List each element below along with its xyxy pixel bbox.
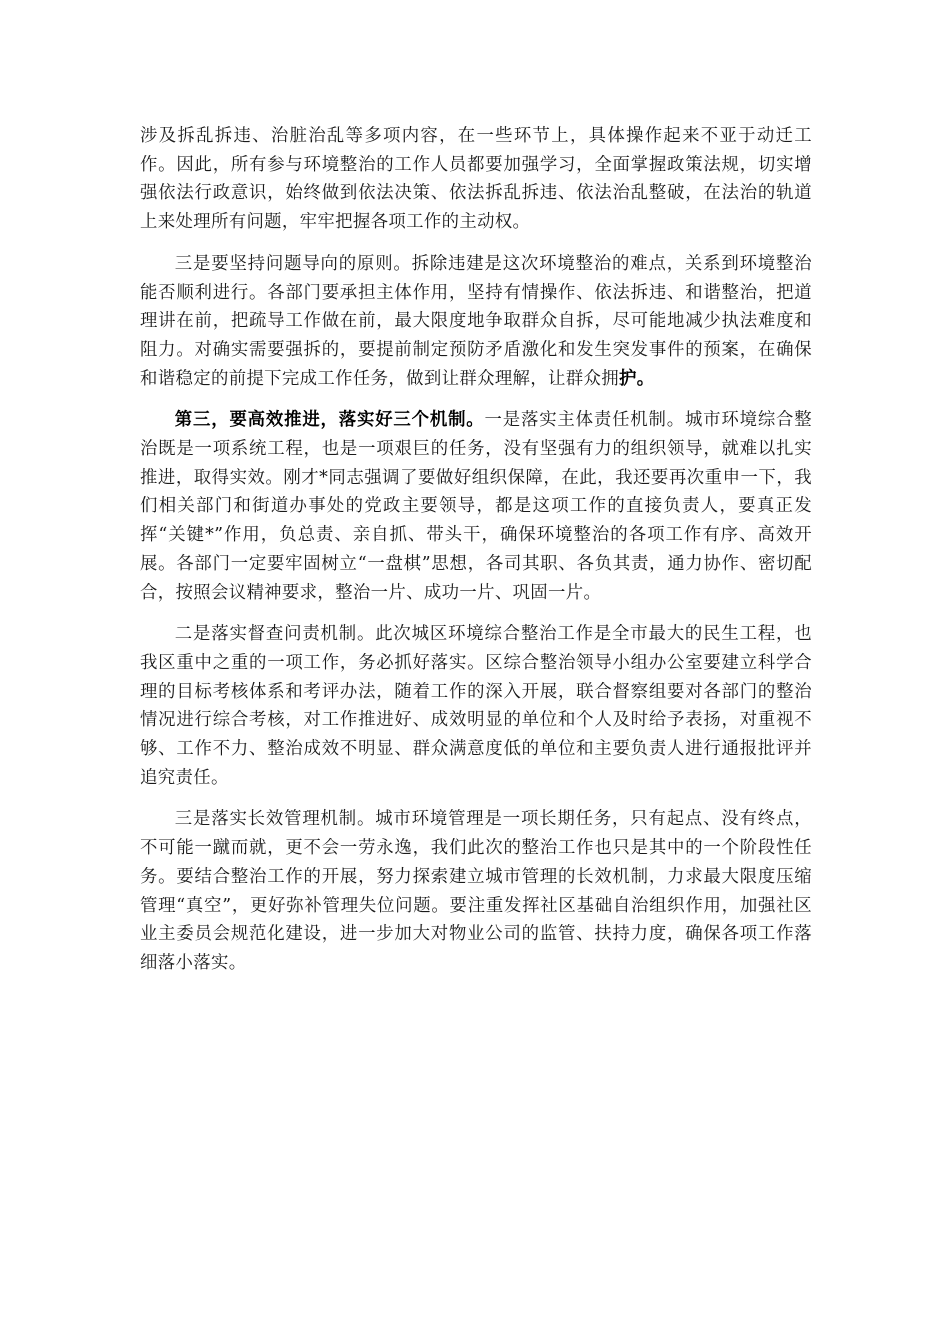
- paragraph-three-mechanisms: [140, 406, 812, 607]
- paragraph-text: 一是落实主体责任机制。城市环境综合整治既是一项系统工程，也是一项艰巨的任务，没有坚强有力的组织领导，就难以扎实推进，取得实效。刚才*同志强调了要做好组织保障，在此，我还要再次重申一下，我们相关部门和街道办事处的党政主要领导，都是这项工作的直接负责人，要真正发挥“关键*”作用，负总责、亲自抓、带头干，确保环境整治的各项工作有序、高效开展。各部门一定要牢固树立“一盘棋”思想，各司其职、各负其责，通力协作、密切配合，按照会议精神要求，整治一片、成功一片、巩固一片。: [140, 410, 812, 603]
- paragraph-text: 三是要坚持问题导向的原则。拆除违建是这次环境整治的难点，关系到环境整治能否顺利进行。各部门要承担主体作用，坚持有情操作、依法拆违、和谐整治，把道理讲在前，把疏导工作做在前，最大限度地争取群众自拆，尽可能地减少执法难度和阻力。对确实需要强拆的，要提前制定预防矛盾激化和发生突发事件的预案，在确保和谐稳定的前提下完成工作任务，做到让群众理解，让群众拥: [140, 253, 812, 389]
- paragraph-text: 涉及拆乱拆违、治脏治乱等多项内容，在一些环节上，具体操作起来不亚于动迁工作。因此，所有参与环境整治的工作人员都要加强学习，全面掌握政策法规，切实增强依法行政意识，始终做到依法决策、依法拆乱拆违、依法治乱整破，在法治的轨道上来处理所有问题，牢牢把握各项工作的主动权。: [140, 126, 812, 233]
- section-heading-third: 第三，要高效推进，落实好三个机制。: [174, 410, 485, 431]
- document-body: [140, 122, 812, 991]
- paragraph-supervision-accountability: [140, 620, 812, 792]
- paragraph-long-term-management: [140, 805, 812, 977]
- paragraph-text: 二是落实督查问责机制。此次城区环境综合整治工作是全市最大的民生工程，也我区重中之重的一项工作，务必抓好落实。区综合整治领导小组办公室要建立科学合理的目标考核体系和考评办法，随着工作的深入开展，联合督察组要对各部门的整治情况进行综合考核，对工作推进好、成效明显的单位和个人及时给予表扬，对重视不够、工作不力、整治成效不明显、群众满意度低的单位和主要负责人进行通报批评并追究责任。: [140, 624, 812, 788]
- paragraph-bold-tail: 护。: [619, 368, 655, 389]
- paragraph-text: 三是落实长效管理机制。城市环境管理是一项长期任务，只有起点、没有终点，不可能一蹴而就，更不会一劳永逸，我们此次的整治工作也只是其中的一个阶段性任务。要结合整治工作的开展，努力探索建立城市管理的长效机制，力求最大限度压缩管理“真空”，更好弥补管理失位问题。要注重发挥社区基础自治组织作用，加强社区业主委员会规范化建设，进一步加大对物业公司的监管、扶持力度，确保各项工作落细落小落实。: [140, 809, 812, 973]
- paragraph-continuation: [140, 122, 812, 237]
- paragraph-problem-oriented: [140, 250, 812, 394]
